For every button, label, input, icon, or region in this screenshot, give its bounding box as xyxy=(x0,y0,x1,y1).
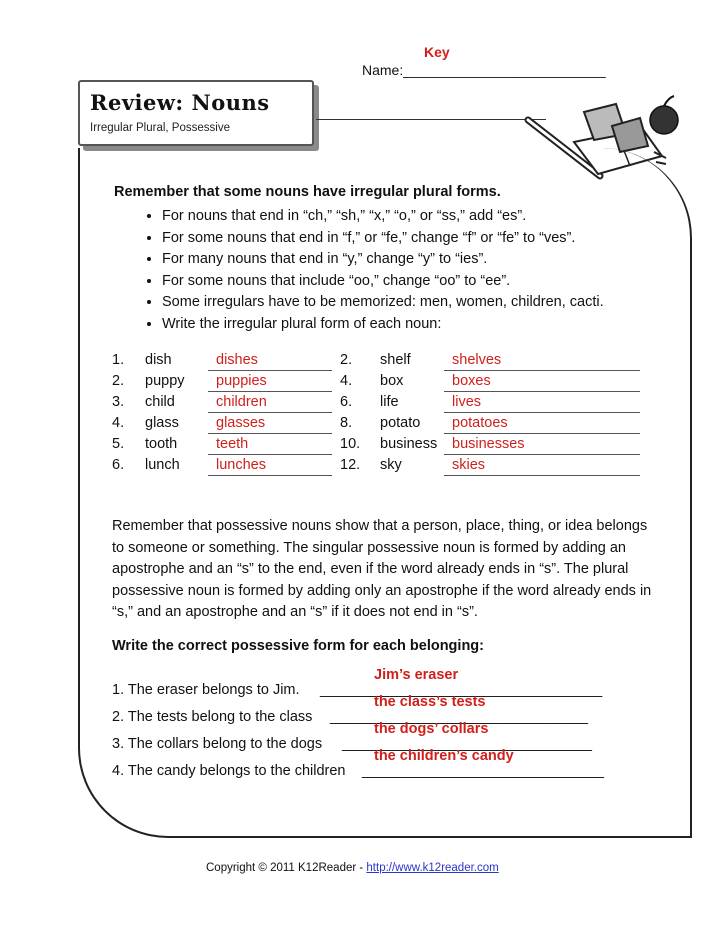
item-answer: potatoes xyxy=(452,415,508,431)
item-word: tooth xyxy=(145,436,178,452)
item-word: sky xyxy=(380,457,402,473)
item-number: 5. xyxy=(112,436,125,452)
item-word: child xyxy=(145,394,175,410)
plural-intro: Remember that some nouns have irregular plural forms. xyxy=(114,184,501,200)
item-word: business xyxy=(380,436,438,452)
plural-row xyxy=(112,373,672,394)
item-word: puppy xyxy=(145,373,185,389)
item-word: potato xyxy=(380,415,421,431)
answer-line xyxy=(208,433,332,434)
answer-line xyxy=(444,370,640,371)
item-answer: glasses xyxy=(216,415,266,431)
answer-line xyxy=(208,475,332,476)
possessive-answer: Jim’s eraser xyxy=(374,667,459,683)
footer xyxy=(206,862,499,874)
item-number: 2. xyxy=(112,373,125,389)
answer-line xyxy=(444,412,640,413)
possessive-question: 2. The tests belong to the class xyxy=(112,709,313,725)
item-answer: boxes xyxy=(452,373,491,389)
item-answer: businesses xyxy=(452,436,525,452)
answer-line xyxy=(444,433,640,434)
plural-rules-list xyxy=(140,206,604,335)
plural-row xyxy=(112,436,672,457)
item-answer: shelves xyxy=(452,352,502,368)
item-number: 6. xyxy=(340,394,353,410)
possessive-question: 4. The candy belongs to the children xyxy=(112,763,346,779)
title-rule xyxy=(316,119,546,120)
rule-item: • For nouns that end in “ch,” “sh,” “x,” “o,” or “ss,” add “es”. xyxy=(162,206,604,228)
item-word: dish xyxy=(145,352,172,368)
answer-line: ________________________________ xyxy=(330,709,589,725)
rule-item: • Some irregulars have to be memorized: men, women, children, cacti. xyxy=(162,292,604,314)
item-word: box xyxy=(380,373,404,389)
plural-row xyxy=(112,415,672,436)
item-answer: skies xyxy=(452,457,486,473)
item-answer: teeth xyxy=(216,436,249,452)
key-label: Key xyxy=(424,44,450,60)
item-number: 10. xyxy=(340,436,361,452)
item-number: 12. xyxy=(340,457,361,473)
item-answer: puppies xyxy=(216,373,267,389)
plural-row xyxy=(112,394,672,415)
item-number: 4. xyxy=(112,415,125,431)
item-number: 1. xyxy=(112,352,125,368)
answer-line: ______________________________ xyxy=(362,763,604,779)
answer-line xyxy=(208,391,332,392)
item-number: 3. xyxy=(112,394,125,410)
item-number: 4. xyxy=(340,373,353,389)
rule-item: • Write the irregular plural form of each noun: xyxy=(162,314,604,336)
possessive-paragraph: Remember that possessive nouns show that a person, place, thing, or idea belongs to someone or something. The singular possessive noun is formed by adding an apostrophe and an “s” to the end, even if the word already ends in “s”. The plural possessive noun is formed by adding only an apostrophe if the word already ends in “s,” and an apostrophe and an “s” if it does not end in “s”. xyxy=(112,518,652,620)
rule-item: • For some nouns that end in “f,” or “fe,” change “f” or “fe” to “ves”. xyxy=(162,228,604,250)
answer-line xyxy=(208,412,332,413)
plural-row xyxy=(112,457,672,478)
k12reader-link[interactable]: http://www.k12reader.com xyxy=(366,862,499,874)
answer-line xyxy=(444,475,640,476)
possessive-answer: the dogs’ collars xyxy=(374,721,489,737)
plural-row xyxy=(112,352,672,373)
worksheet-subtitle: Irregular Plural, Possessive xyxy=(90,122,230,134)
item-word: life xyxy=(380,394,399,410)
item-answer: lunches xyxy=(216,457,266,473)
possessive-question: 3. The collars belong to the dogs xyxy=(112,736,323,752)
possessive-answer: the class’s tests xyxy=(374,694,486,710)
answer-line xyxy=(208,454,332,455)
answer-line xyxy=(444,391,640,392)
possessive-heading: Write the correct possessive form for each belonging: xyxy=(112,638,484,654)
possessive-question: 1. The eraser belongs to Jim. xyxy=(112,682,300,698)
item-number: 6. xyxy=(112,457,125,473)
possessive-answer: the children’s candy xyxy=(374,748,514,764)
item-number: 2. xyxy=(340,352,353,368)
item-number: 8. xyxy=(340,415,353,431)
title-box xyxy=(78,80,314,146)
rule-item: • For many nouns that end in “y,” change “y” to “ies”. xyxy=(162,249,604,271)
answer-line xyxy=(208,370,332,371)
item-word: lunch xyxy=(145,457,180,473)
item-answer: lives xyxy=(452,394,482,410)
answer-line: _______________________________ xyxy=(342,736,592,752)
rule-item: • For some nouns that include “oo,” change “oo” to “ee”. xyxy=(162,271,604,293)
worksheet-title: Review: Nouns xyxy=(90,90,270,115)
item-answer: dishes xyxy=(216,352,258,368)
item-answer: children xyxy=(216,394,267,410)
item-word: shelf xyxy=(380,352,411,368)
name-field: Name:__________________________ xyxy=(362,62,606,78)
answer-line: ___________________________________ xyxy=(320,682,603,698)
answer-line xyxy=(444,454,640,455)
item-word: glass xyxy=(145,415,179,431)
copyright-text: Copyright © 2011 K12Reader - xyxy=(206,862,367,874)
